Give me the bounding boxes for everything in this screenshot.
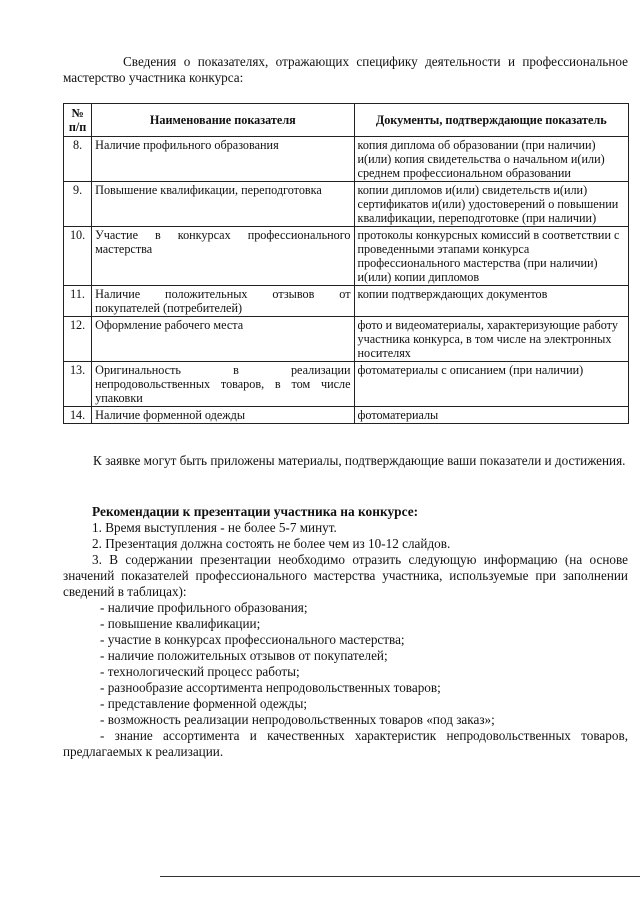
- row-num: 13.: [64, 362, 92, 407]
- row-doc: фотоматериалы с описанием (при наличии): [354, 362, 628, 407]
- row-doc: фотоматериалы: [354, 407, 628, 424]
- row-name: Оригинальность в реализации непродовольственных товаров, в том числе упаковки: [92, 362, 354, 407]
- bullet-item: - знание ассортимента и качественных характеристик непродовольственных товаров, предлагаемых к реализации.: [63, 728, 628, 759]
- bullet-item: - наличие профильного образования;: [100, 600, 308, 615]
- row-name: Оформление рабочего места: [92, 317, 354, 362]
- row-name: Участие в конкурсах профессионального мастерства: [92, 227, 354, 286]
- bullet-item: - возможность реализации непродовольственных товаров «под заказ»;: [100, 712, 495, 727]
- row-num: 10.: [64, 227, 92, 286]
- bullet-item: - технологический процесс работы;: [100, 664, 300, 679]
- bullet-item: - участие в конкурсах профессионального мастерства;: [100, 632, 405, 647]
- recommendation-item: 1. Время выступления - не более 5-7 минут.: [92, 520, 337, 535]
- bullet-item: - представление форменной одежды;: [100, 696, 308, 711]
- row-doc: фото и видеоматериалы, характеризующие работу участника конкурса, в том числе на электронных носителях: [354, 317, 628, 362]
- row-num: 14.: [64, 407, 92, 424]
- row-doc: копии подтверждающих документов: [354, 286, 628, 317]
- bullet-item: - повышение квалификации;: [100, 616, 261, 631]
- indicators-table: [63, 103, 629, 424]
- recommendations-list: [63, 520, 628, 760]
- table-row: [64, 362, 629, 407]
- row-doc: копии дипломов и(или) свидетельств и(или) сертификатов и(или) удостоверений о повышении квалификации, переподготовке (при наличии): [354, 182, 628, 227]
- table-header-row: [64, 104, 629, 137]
- bullet-item: - разнообразие ассортимента непродовольственных товаров;: [100, 680, 441, 695]
- header-num: № п/п: [64, 104, 92, 137]
- row-num: 8.: [64, 137, 92, 182]
- table-row: [64, 137, 629, 182]
- recommendation-item: 2. Презентация должна состоять не более чем из 10-12 слайдов.: [92, 536, 451, 551]
- recommendations-title: Рекомендации к презентации участника на конкурсе:: [92, 504, 419, 519]
- table-row: [64, 407, 629, 424]
- header-name: Наименование показателя: [92, 104, 354, 137]
- note-text: К заявке могут быть приложены материалы, подтверждающие ваши показатели и достижения.: [93, 453, 626, 468]
- row-doc: протоколы конкурсных комиссий в соответствии с проведенными этапами конкурса профессионального мастерства (при наличии) и(или) копии дипломов: [354, 227, 628, 286]
- table-row: [64, 317, 629, 362]
- header-docs: Документы, подтверждающие показатель: [354, 104, 628, 137]
- row-num: 11.: [64, 286, 92, 317]
- row-name: Повышение квалификации, переподготовка: [92, 182, 354, 227]
- intro-paragraph: [63, 54, 628, 86]
- table-row: [64, 227, 629, 286]
- attachments-note: [63, 453, 628, 469]
- row-name: Наличие профильного образования: [92, 137, 354, 182]
- page-bottom-rule: [160, 876, 640, 877]
- bullet-item: - наличие положительных отзывов от покупателей;: [100, 648, 388, 663]
- row-doc: копия диплома об образовании (при наличии) и(или) копия свидетельства о начальном и(или) среднем профессиональном образовании: [354, 137, 628, 182]
- recommendation-item: 3. В содержании презентации необходимо отразить следующую информацию (на основе значений показателей профессионального мастерства участника, используемые при заполнении сведений в таблицах):: [63, 552, 628, 599]
- row-name: Наличие положительных отзывов от покупателей (потребителей): [92, 286, 354, 317]
- table-row: [64, 182, 629, 227]
- row-name: Наличие форменной одежды: [92, 407, 354, 424]
- table-row: [64, 286, 629, 317]
- row-num: 12.: [64, 317, 92, 362]
- row-num: 9.: [64, 182, 92, 227]
- intro-text: Сведения о показателях, отражающих специфику деятельности и профессиональное мастерство участника конкурса:: [63, 54, 628, 85]
